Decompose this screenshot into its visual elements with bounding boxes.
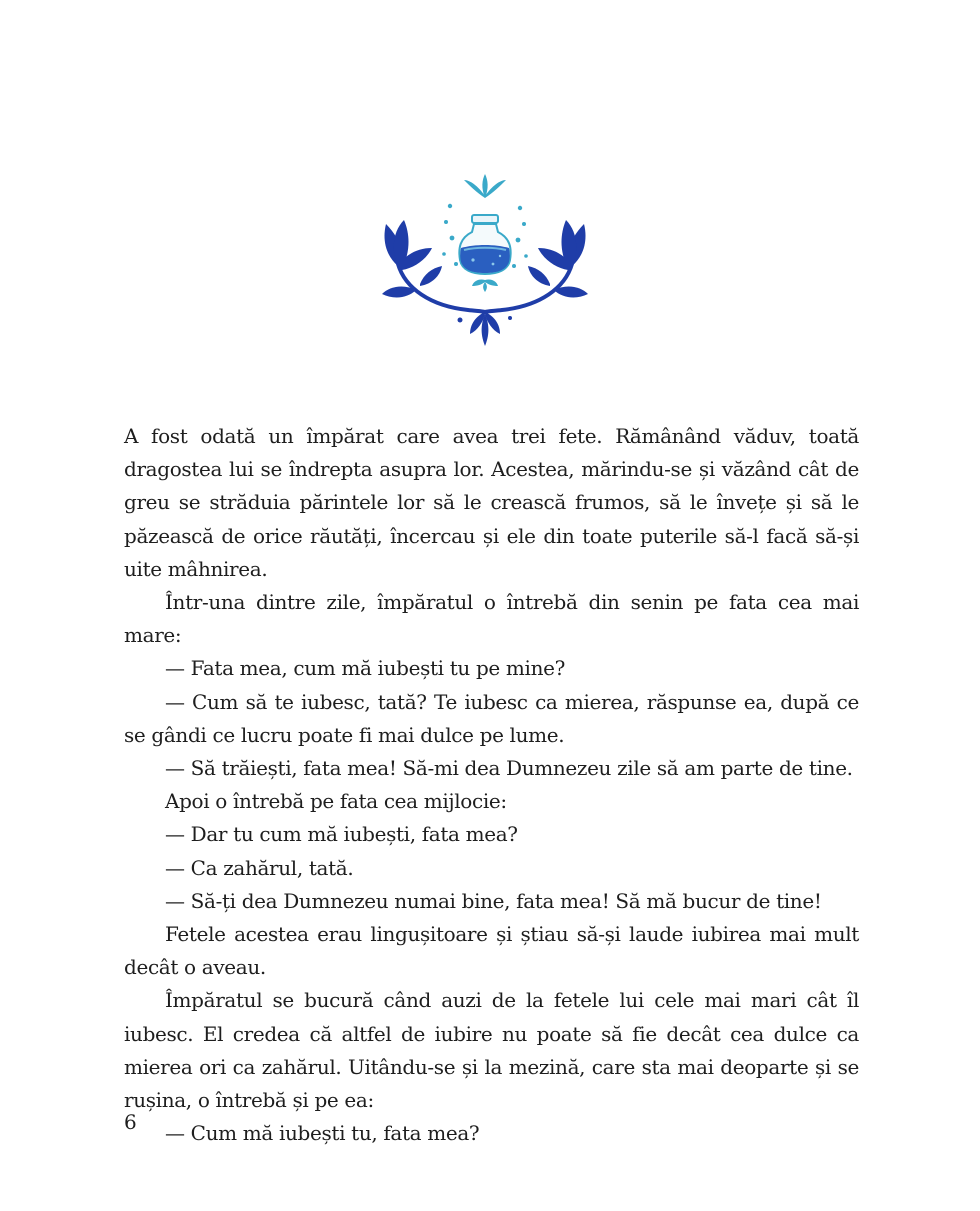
dialogue-line: — Dar tu cum mă iubești, fata mea? (165, 822, 518, 847)
paragraph: Într-una dintre zile, împăratul o întrebă din senin pe fata cea mai mare: (124, 590, 859, 648)
small-flower-icon (472, 279, 498, 292)
dialogue-line: — Cum să te iubesc, tată? Te iubesc ca mierea, răspunse ea, după ce se gândi ce lucru poate fi mai dulce pe lume. (124, 689, 859, 747)
page-number: 6 (124, 1110, 137, 1134)
dialogue-line: — Să-ți dea Dumnezeu numai bine, fata mea! Să mă bucur de tine! (165, 888, 822, 913)
paragraph: Împăratul se bucură când auzi de la fetele lui cele mai mari cât îl iubesc. El credea că altfel de iubire nu poate să fie decât cea dulce ca mierea ori ca zahărul. Uitându-se și la mezină, care sta mai deoparte și se rușina, o întrebă și pe ea: (124, 988, 859, 1113)
dialogue-line: — Fata mea, cum mă iubești tu pe mine? (165, 656, 565, 681)
honey-jar-icon (459, 215, 510, 274)
dialogue-line: — Să trăiești, fata mea! Să-mi dea Dumnezeu zile să am parte de tine. (165, 756, 853, 781)
bottom-bud-icon (470, 312, 500, 346)
dialogue-line: — Ca zahărul, tată. (165, 855, 354, 880)
honey-jar-flowers-ornament-icon (360, 168, 610, 353)
paragraph: Apoi o întrebă pe fata cea mijlocie: (165, 789, 507, 814)
paragraph: Fetele acestea erau lingușitoare și știau să-și laude iubirea mai mult decât o aveau. (124, 922, 859, 980)
dialogue-line: — Cum mă iubești tu, fata mea? (165, 1121, 480, 1146)
story-text (124, 420, 859, 1150)
top-sprig-icon (464, 174, 506, 198)
paragraph: A fost odată un împărat care avea trei fete. Rămânând văduv, toată dragostea lui se îndrepta asupra lor. Acestea, mărindu-se și văzând cât de greu se străduia părintele lor să le crească frumos, să le învețe și să le păzească de orice răutăți, încercau și ele din toate puterile să-l facă să-și uite mâhnirea. (124, 424, 859, 581)
